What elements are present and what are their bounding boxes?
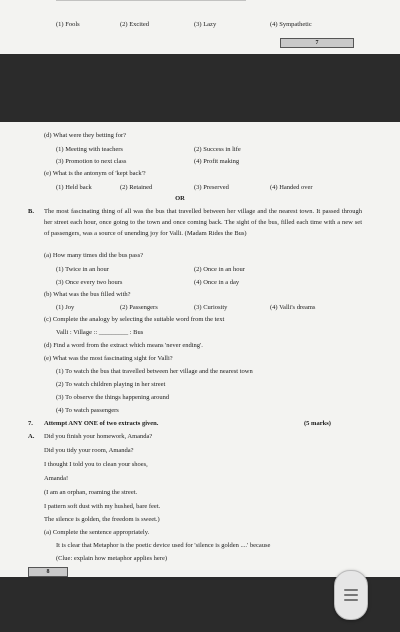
or-divider: OR xyxy=(175,195,185,202)
question-7-marks: (5 marks) xyxy=(304,420,331,427)
section-b-passage: The most fascinating thing of all was the bus that travelled between her village and the nearest town. It passed through her street each hour, once going to the town and once coming back. The sight of the bus, filled each time with a new set of passengers, was a source of unending joy for Valli. (Madam Rides the Bus) xyxy=(44,208,362,237)
clue: (Clue: explain how metaphor applies here) xyxy=(56,555,168,562)
option: (4) Profit making xyxy=(194,158,240,165)
option: (3) Once every two hours xyxy=(56,279,123,286)
option: (4) Handed over xyxy=(270,184,313,191)
page-number-badge: 7 xyxy=(280,38,354,48)
analogy: Valli : Village :: _________ : Bus xyxy=(56,329,144,336)
question-b-e: (e) What was the most fascinating sight for Valli? xyxy=(44,355,173,362)
poem-line: I pattern soft dust with my hushed, bare feet. xyxy=(44,503,161,510)
question-b-a: (a) How many times did the bus pass? xyxy=(44,252,144,259)
poem-line: Did you finish your homework, Amanda? xyxy=(44,433,153,440)
option: (3) To observe the things happening around xyxy=(56,394,170,401)
option: (1) Twice in an hour xyxy=(56,266,109,273)
question-d: (d) What were they betting for? xyxy=(44,132,126,139)
hamburger-icon-bar xyxy=(344,589,358,591)
option: (1) Meeting with teachers xyxy=(56,146,123,153)
poem-line: Amanda! xyxy=(44,475,69,482)
section-a-label: A. xyxy=(28,433,35,440)
question-b-b: (b) What was the bus filled with? xyxy=(44,291,131,298)
section-b-label: B. xyxy=(28,208,34,215)
option: (1) Held back xyxy=(56,184,92,191)
option: (2) Once in an hour xyxy=(194,266,245,273)
option: (3) Lazy xyxy=(194,21,217,28)
option: (2) Success in life xyxy=(194,146,241,153)
page-number-badge: 8 xyxy=(28,567,68,577)
option: (1) To watch the bus that travelled between her village and the nearest town xyxy=(56,368,253,375)
option: (4) To watch passengers xyxy=(56,407,119,414)
cut-off-text-line xyxy=(56,0,246,5)
option: (2) Excited xyxy=(120,21,150,28)
option: (4) Valli's dreams xyxy=(270,304,316,311)
poem-line: Did you tidy your room, Amanda? xyxy=(44,447,134,454)
question-b-d: (d) Find a word from the extract which means 'never ending'. xyxy=(44,342,203,349)
question-e: (e) What is the antonym of 'kept back'? xyxy=(44,170,146,177)
option: (2) Passengers xyxy=(120,304,158,311)
option: (3) Curiosity xyxy=(194,304,228,311)
question-a-a: (a) Complete the sentence appropriately. xyxy=(44,529,150,536)
question-b-c: (c) Complete the analogy by selecting the suitable word from the text xyxy=(44,316,225,323)
hamburger-icon-bar xyxy=(344,594,358,596)
hamburger-icon-bar xyxy=(344,599,358,601)
option: (3) Preserved xyxy=(194,184,229,191)
option: (2) Retained xyxy=(120,184,153,191)
option: (2) To watch children playing in her street xyxy=(56,381,166,388)
option: (1) Joy xyxy=(56,304,75,311)
poem-line: I thought I told you to clean your shoes, xyxy=(44,461,148,468)
scroll-handle-button[interactable] xyxy=(334,570,368,620)
poem-line: (I am an orphan, roaming the street. xyxy=(44,489,138,496)
option: (3) Promotion to next class xyxy=(56,158,127,165)
question-7-number: 7. xyxy=(28,420,33,427)
question-7-title: Attempt ANY ONE of two extracts given. xyxy=(44,420,159,427)
option: (4) Once in a day xyxy=(194,279,240,286)
option: (1) Fools xyxy=(56,21,80,28)
sentence-prompt: It is clear that Metaphor is the poetic device used for 'silence is golden ....' because xyxy=(56,542,271,549)
option: (4) Sympathetic xyxy=(270,21,312,28)
poem-line: The silence is golden, the freedom is sweet.) xyxy=(44,516,160,523)
page-fragment-top xyxy=(0,0,400,54)
